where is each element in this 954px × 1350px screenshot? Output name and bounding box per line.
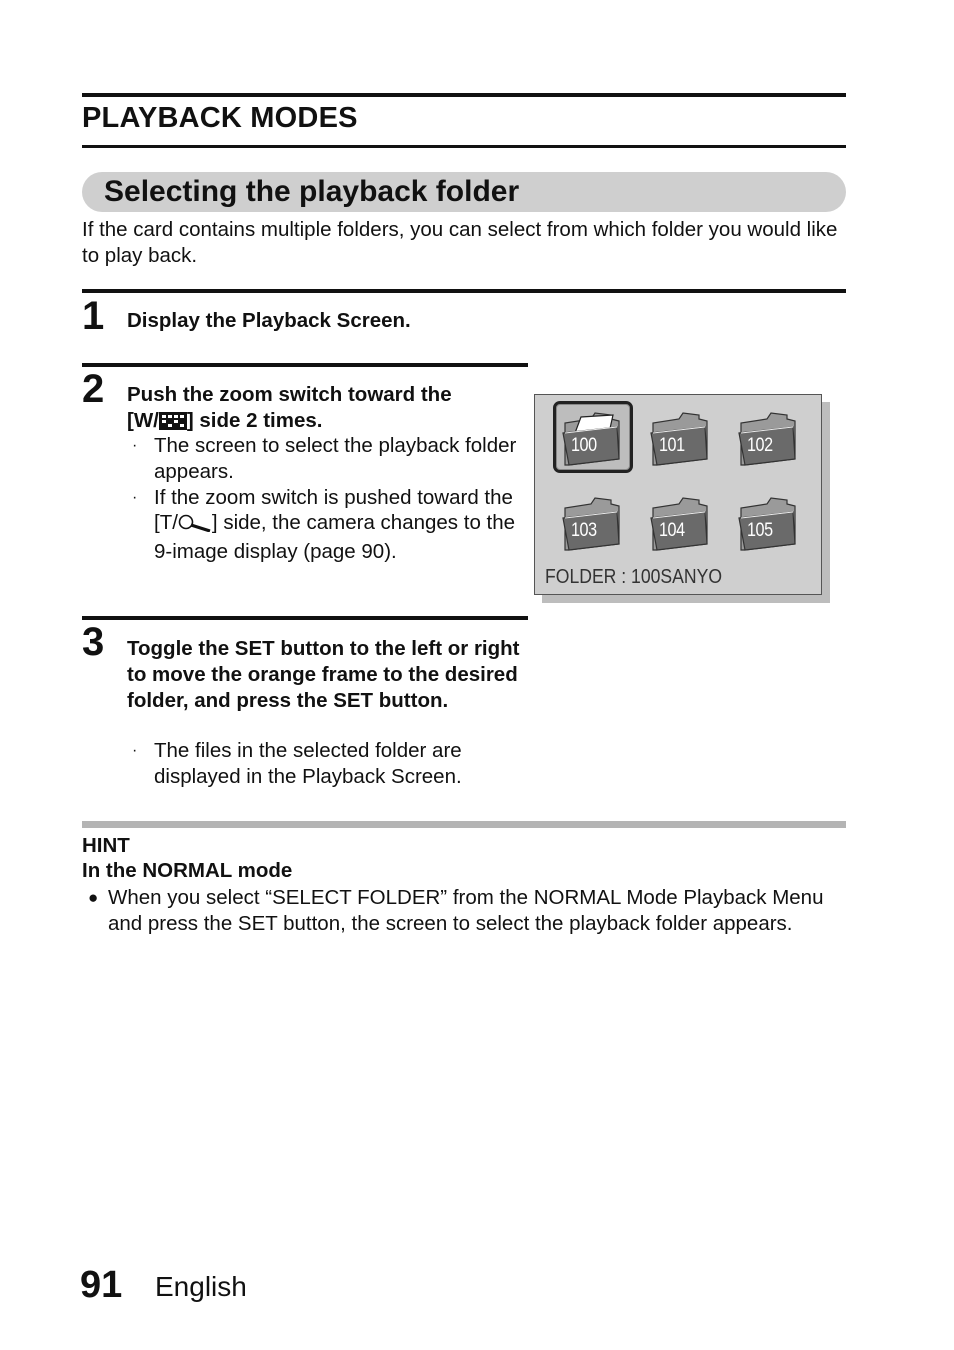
step-3-bullets	[127, 738, 522, 790]
intro-paragraph: If the card contains multiple folders, you can select from which folder you would like to play back.	[82, 218, 838, 267]
folder-label: 105	[747, 520, 773, 541]
step-2-bullets	[127, 433, 517, 565]
step-3-number: 3	[82, 620, 105, 664]
step-3-rule	[82, 616, 528, 620]
hint-bullet-icon: ●	[88, 888, 99, 907]
folder-select-screen	[534, 394, 822, 595]
page-number: 91	[80, 1264, 123, 1306]
folder-icon-100[interactable]	[561, 409, 623, 469]
step-2-number: 2	[82, 367, 105, 411]
bullet-dot: ·	[132, 488, 138, 506]
magnifier-icon	[178, 513, 212, 539]
list-item	[127, 738, 522, 790]
folder-icon-104[interactable]	[649, 494, 711, 554]
folder-label: 100	[571, 435, 597, 456]
step-2-heading	[127, 382, 522, 437]
folder-icon-101[interactable]	[649, 409, 711, 469]
step-2-bullet-2-pre: If the zoom switch is pushed toward the [T/	[154, 485, 513, 535]
bullet-dot: ·	[132, 437, 138, 454]
hint-bar	[82, 821, 846, 828]
step-2-heading-line1: Push the zoom switch toward the	[127, 383, 452, 406]
folder-icon-103[interactable]	[561, 494, 623, 554]
step-1-rule	[82, 289, 846, 293]
hint-text: When you select “SELECT FOLDER” from the NORMAL Mode Playback Menu and press the SET button, the screen to select the playback folder appears.	[108, 886, 824, 935]
folder-label: 102	[747, 435, 773, 456]
section-title: PLAYBACK MODES	[82, 102, 358, 134]
step-2-bullet-1: The screen to select the playback folder appears.	[154, 434, 517, 483]
step-3-heading: Toggle the SET button to the left or right to move the orange frame to the desired folder, and press the SET button.	[127, 637, 520, 712]
page-language: English	[155, 1271, 247, 1302]
step-1-heading: Display the Playback Screen.	[127, 309, 411, 332]
folder-icon-105[interactable]	[737, 494, 799, 554]
step-2-heading-post: ] side 2 times.	[186, 409, 323, 432]
section-title-underline	[82, 145, 846, 148]
step-1-number: 1	[82, 294, 105, 338]
hint-subtitle: In the NORMAL mode	[82, 859, 293, 882]
list-item	[127, 433, 517, 485]
folder-label: 101	[659, 435, 685, 456]
folder-label: 104	[659, 520, 685, 541]
hint-title: HINT	[82, 834, 130, 857]
top-rule	[82, 93, 846, 97]
subsection-title: Selecting the playback folder	[104, 175, 520, 208]
folder-icon-102[interactable]	[737, 409, 799, 469]
step-2-bullet-2-post: ] side, the camera changes to the 9-image display (page 90).	[154, 511, 516, 564]
bullet-dot: ·	[132, 742, 138, 759]
step-2-heading-pre: [W/	[127, 409, 159, 432]
step-2-rule	[82, 363, 528, 367]
folder-readout: FOLDER : 100SANYO	[545, 566, 723, 588]
folder-label: 103	[571, 520, 597, 541]
list-item	[127, 485, 517, 565]
step-3-bullet-1: The files in the selected folder are displayed in the Playback Screen.	[154, 739, 462, 788]
